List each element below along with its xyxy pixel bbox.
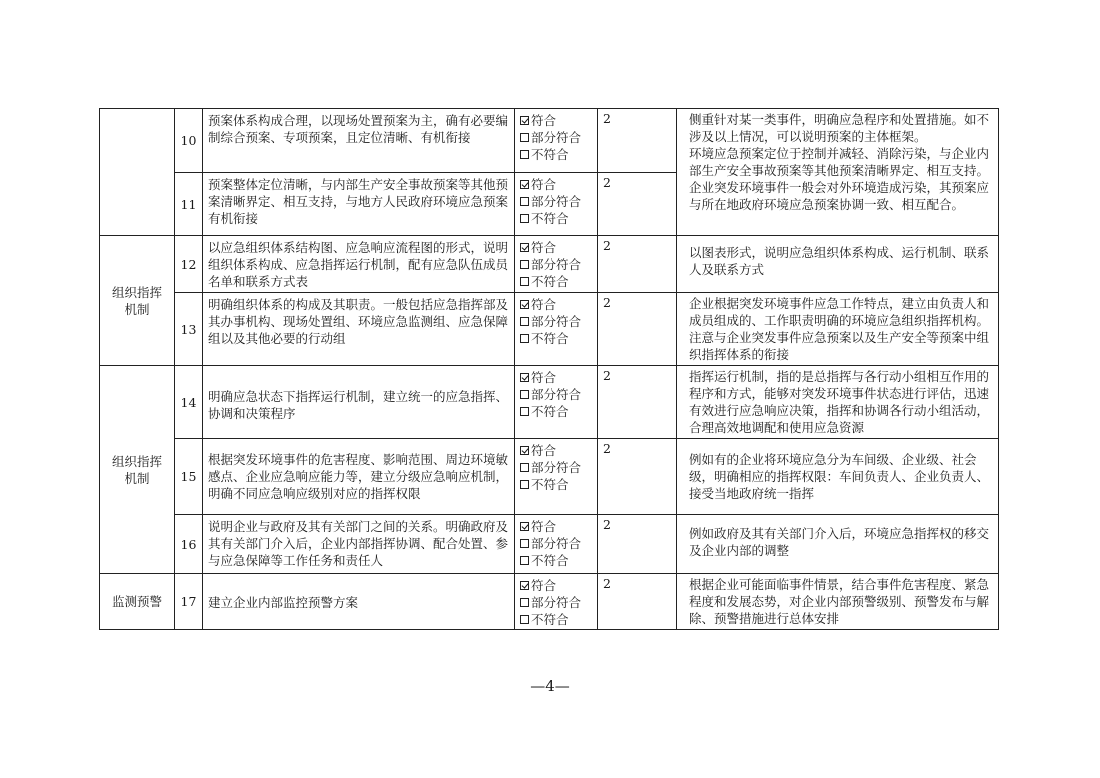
option-comply[interactable]: 符合	[520, 296, 595, 313]
review-table	[99, 108, 999, 630]
checkbox-icon[interactable]	[520, 334, 529, 343]
score: 2	[598, 366, 677, 439]
category-label: 组织指挥机制	[100, 366, 175, 574]
table-row	[100, 236, 999, 293]
option-comply[interactable]: 符合	[520, 176, 595, 193]
score: 2	[598, 173, 677, 236]
option-comply[interactable]: 符合	[520, 577, 595, 594]
requirement-text: 以应急组织体系结构图、应急响应流程图的形式，说明组织体系构成、应急指挥运行机制，配有应急队伍成员名单和联系方式表	[203, 236, 515, 293]
score: 2	[598, 439, 677, 515]
checkbox-icon[interactable]	[520, 150, 529, 159]
score: 2	[598, 109, 677, 173]
checkbox-icon[interactable]	[520, 277, 529, 286]
checkbox-icon[interactable]	[520, 197, 529, 206]
option-noncomply[interactable]: 不符合	[520, 611, 595, 628]
item-number: 10	[175, 109, 203, 173]
checked-box-icon[interactable]	[520, 180, 529, 189]
option-noncomply[interactable]: 不符合	[520, 552, 595, 569]
checked-box-icon[interactable]	[520, 116, 529, 125]
option-comply[interactable]: 符合	[520, 442, 595, 459]
item-number: 12	[175, 236, 203, 293]
guidance-paragraph: 侧重针对某一类事件，明确应急程序和处置措施。如不涉及以上情况，可以说明预案的主体框架。	[689, 112, 990, 144]
table-row	[100, 366, 999, 439]
requirement-text: 明确应急状态下指挥运行机制，建立统一的应急指挥、协调和决策程序	[203, 366, 515, 439]
option-partial[interactable]: 部分符合	[520, 193, 595, 210]
checked-box-icon[interactable]	[520, 243, 529, 252]
guidance-paragraph: 企业突发环境事件一般会对外环境造成污染，其预案应与所在地政府环境应急预案协调一致、相互配合。	[689, 180, 990, 212]
category-cell-empty	[100, 109, 175, 236]
guidance-paragraph: 环境应急预案定位于控制并减轻、消除污染，与企业内部生产安全事故预案等其他预案清晰界定、相互支持。	[689, 146, 990, 178]
checkbox-icon[interactable]	[520, 480, 529, 489]
requirement-text: 根据突发环境事件的危害程度、影响范围、周边环境敏感点、企业应急响应能力等，建立分级应急响应机制，明确不同应急响应级别对应的指挥权限	[203, 439, 515, 515]
option-partial[interactable]: 部分符合	[520, 129, 595, 146]
option-noncomply[interactable]: 不符合	[520, 146, 595, 163]
checked-box-icon[interactable]	[520, 446, 529, 455]
checkbox-icon[interactable]	[520, 317, 529, 326]
guidance-text: 例如有的企业将环境应急分为车间级、企业级、社会级，明确相应的指挥权限：车间负责人、企业负责人、接受当地政府统一指挥	[677, 439, 999, 515]
option-partial[interactable]: 部分符合	[520, 535, 595, 552]
option-partial[interactable]: 部分符合	[520, 386, 595, 403]
table-row	[100, 574, 999, 630]
requirement-text: 预案整体定位清晰，与内部生产安全事故预案等其他预案清晰界定、相互支持，与地方人民政府环境应急预案有机衔接	[203, 173, 515, 236]
checkbox-icon[interactable]	[520, 539, 529, 548]
checkbox-icon[interactable]	[520, 133, 529, 142]
category-label: 监测预警	[100, 574, 175, 630]
checkbox-icon[interactable]	[520, 463, 529, 472]
option-noncomply[interactable]: 不符合	[520, 210, 595, 227]
page-number: —4—	[530, 677, 570, 695]
item-number: 13	[175, 293, 203, 366]
checkbox-icon[interactable]	[520, 260, 529, 269]
option-partial[interactable]: 部分符合	[520, 313, 595, 330]
guidance-text: 根据企业可能面临事件情景，结合事件危害程度、紧急程度和发展态势，对企业内部预警级别、预警发布与解除、预警措施进行总体安排	[677, 574, 999, 630]
guidance-text	[677, 109, 999, 236]
checkbox-icon[interactable]	[520, 390, 529, 399]
guidance-text: 以图表形式，说明应急组织体系构成、运行机制、联系人及联系方式	[677, 236, 999, 293]
document-page	[99, 108, 999, 630]
table-row	[100, 293, 999, 366]
checkbox-icon[interactable]	[520, 556, 529, 565]
option-noncomply[interactable]: 不符合	[520, 273, 595, 290]
checked-box-icon[interactable]	[520, 522, 529, 531]
compliance-options	[515, 574, 598, 630]
option-noncomply[interactable]: 不符合	[520, 330, 595, 347]
score: 2	[598, 574, 677, 630]
option-comply[interactable]: 符合	[520, 369, 595, 386]
item-number: 16	[175, 515, 203, 574]
score: 2	[598, 293, 677, 366]
option-comply[interactable]: 符合	[520, 112, 595, 129]
table-row	[100, 439, 999, 515]
requirement-text: 说明企业与政府及其有关部门之间的关系。明确政府及其有关部门介入后，企业内部指挥协调、配合处置、参与应急保障等工作任务和责任人	[203, 515, 515, 574]
guidance-text: 指挥运行机制，指的是总指挥与各行动小组相互作用的程序和方式，能够对突发环境事件状态进行评估，迅速有效进行应急响应决策，指挥和协调各行动小组活动，合理高效地调配和使用应急资源	[677, 366, 999, 439]
option-comply[interactable]: 符合	[520, 518, 595, 535]
compliance-options	[515, 439, 598, 515]
compliance-options	[515, 236, 598, 293]
checked-box-icon[interactable]	[520, 300, 529, 309]
guidance-text: 企业根据突发环境事件应急工作特点，建立由负责人和成员组成的、工作职责明确的环境应急组织指挥机构。注意与企业突发事件应急预案以及生产安全等预案中组织指挥体系的衔接	[677, 293, 999, 366]
requirement-text: 明确组织体系的构成及其职责。一般包括应急指挥部及其办事机构、现场处置组、环境应急监测组、应急保障组以及其他必要的行动组	[203, 293, 515, 366]
checked-box-icon[interactable]	[520, 373, 529, 382]
guidance-text: 例如政府及其有关部门介入后，环境应急指挥权的移交及企业内部的调整	[677, 515, 999, 574]
checkbox-icon[interactable]	[520, 615, 529, 624]
checkbox-icon[interactable]	[520, 407, 529, 416]
compliance-options	[515, 173, 598, 236]
compliance-options	[515, 293, 598, 366]
compliance-options	[515, 109, 598, 173]
checkbox-icon[interactable]	[520, 598, 529, 607]
score: 2	[598, 236, 677, 293]
item-number: 15	[175, 439, 203, 515]
item-number: 17	[175, 574, 203, 630]
item-number: 14	[175, 366, 203, 439]
item-number: 11	[175, 173, 203, 236]
table-row	[100, 109, 999, 173]
option-partial[interactable]: 部分符合	[520, 256, 595, 273]
requirement-text: 预案体系构成合理，以现场处置预案为主，确有必要编制综合预案、专项预案，且定位清晰、有机衔接	[203, 109, 515, 173]
compliance-options	[515, 515, 598, 574]
requirement-text: 建立企业内部监控预警方案	[203, 574, 515, 630]
option-noncomply[interactable]: 不符合	[520, 476, 595, 493]
option-partial[interactable]: 部分符合	[520, 594, 595, 611]
table-row	[100, 515, 999, 574]
score: 2	[598, 515, 677, 574]
category-label: 组织指挥机制	[100, 236, 175, 366]
checked-box-icon[interactable]	[520, 581, 529, 590]
option-comply[interactable]: 符合	[520, 239, 595, 256]
checkbox-icon[interactable]	[520, 214, 529, 223]
option-partial[interactable]: 部分符合	[520, 459, 595, 476]
option-noncomply[interactable]: 不符合	[520, 403, 595, 420]
compliance-options	[515, 366, 598, 439]
